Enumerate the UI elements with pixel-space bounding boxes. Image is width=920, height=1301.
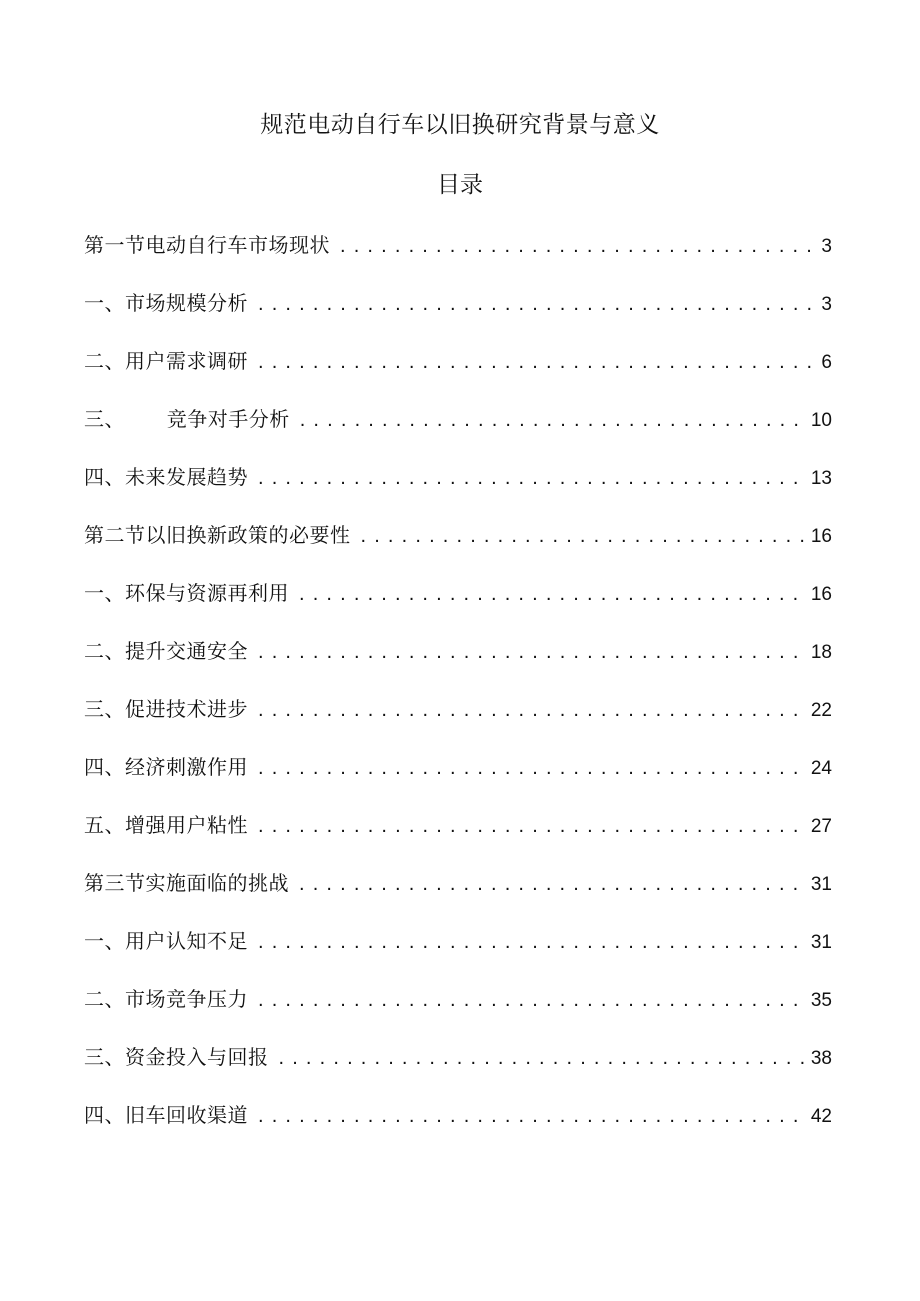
toc-entry-section-2[interactable] <box>84 516 832 574</box>
toc-dot-leader <box>258 285 815 323</box>
toc-entry-label: 二、提升交通安全 <box>84 639 248 663</box>
toc-dot-leader <box>299 865 805 903</box>
toc-entry-page: 18 <box>810 642 832 663</box>
toc-entry-1-3[interactable] <box>84 400 832 458</box>
toc-entry-page: 27 <box>810 816 832 837</box>
toc-entry-section-1[interactable] <box>84 226 832 284</box>
toc-entry-section-3[interactable] <box>84 864 832 922</box>
toc-entry-page: 13 <box>810 468 832 489</box>
toc-entry-label: 一、用户认知不足 <box>84 929 248 953</box>
toc-entry-label: 第三节实施面临的挑战 <box>84 871 289 895</box>
toc-entry-label: 四、未来发展趋势 <box>84 465 248 489</box>
toc-dot-leader <box>258 749 805 787</box>
toc-entry-label: 三、促进技术进步 <box>84 697 248 721</box>
toc-dot-leader <box>258 807 805 845</box>
toc-entry-label: 四、旧车回收渠道 <box>84 1103 248 1127</box>
toc-dot-leader <box>258 691 805 729</box>
toc-entry-2-2[interactable] <box>84 632 832 690</box>
toc-entry-3-1[interactable] <box>84 922 832 980</box>
toc-entry-2-1[interactable] <box>84 574 832 632</box>
toc-entry-page: 22 <box>810 700 832 721</box>
toc-entry-label: 第一节电动自行车市场现状 <box>84 233 330 257</box>
toc-entry-2-4[interactable] <box>84 748 832 806</box>
toc-entry-label: 二、市场竞争压力 <box>84 987 248 1011</box>
toc-entry-1-2[interactable] <box>84 342 832 400</box>
toc-dot-leader <box>300 401 805 439</box>
toc-entry-3-2[interactable] <box>84 980 832 1038</box>
toc-entry-page: 3 <box>821 236 832 257</box>
toc-dot-leader <box>258 923 805 961</box>
table-of-contents <box>84 226 832 1154</box>
toc-entry-label: 第二节以旧换新政策的必要性 <box>84 523 351 547</box>
toc-dot-leader <box>299 575 805 613</box>
toc-entry-label: 三、 竞争对手分析 <box>84 407 290 431</box>
toc-entry-3-3[interactable] <box>84 1038 832 1096</box>
document-title: 规范电动自行车以旧换研究背景与意义 <box>260 112 660 138</box>
toc-entry-1-4[interactable] <box>84 458 832 516</box>
toc-dot-leader <box>258 981 805 1019</box>
toc-entry-page: 42 <box>810 1106 832 1127</box>
toc-entry-label: 一、环保与资源再利用 <box>84 581 289 605</box>
toc-entry-page: 16 <box>810 526 832 547</box>
toc-entry-page: 31 <box>810 874 832 895</box>
toc-dot-leader <box>258 459 805 497</box>
toc-entry-page: 16 <box>810 584 832 605</box>
toc-dot-leader <box>340 227 815 265</box>
toc-entry-label: 三、资金投入与回报 <box>84 1045 269 1069</box>
toc-entry-label: 五、增强用户粘性 <box>84 813 248 837</box>
toc-entry-3-4[interactable] <box>84 1096 832 1154</box>
toc-entry-2-5[interactable] <box>84 806 832 864</box>
toc-entry-page: 38 <box>810 1048 832 1069</box>
toc-entry-page: 24 <box>810 758 832 779</box>
toc-entry-1-1[interactable] <box>84 284 832 342</box>
toc-entry-page: 6 <box>821 352 832 373</box>
toc-entry-page: 10 <box>810 410 832 431</box>
toc-entry-label: 二、用户需求调研 <box>84 349 248 373</box>
toc-entry-label: 一、市场规模分析 <box>84 291 248 315</box>
toc-entry-page: 31 <box>810 932 832 953</box>
toc-entry-label: 四、经济刺激作用 <box>84 755 248 779</box>
toc-dot-leader <box>258 343 815 381</box>
toc-heading: 目录 <box>437 172 483 198</box>
toc-dot-leader <box>258 633 805 671</box>
toc-dot-leader <box>279 1039 805 1077</box>
toc-dot-leader <box>361 517 805 555</box>
toc-entry-page: 3 <box>821 294 832 315</box>
toc-dot-leader <box>258 1097 805 1135</box>
toc-entry-2-3[interactable] <box>84 690 832 748</box>
toc-entry-page: 35 <box>810 990 832 1011</box>
